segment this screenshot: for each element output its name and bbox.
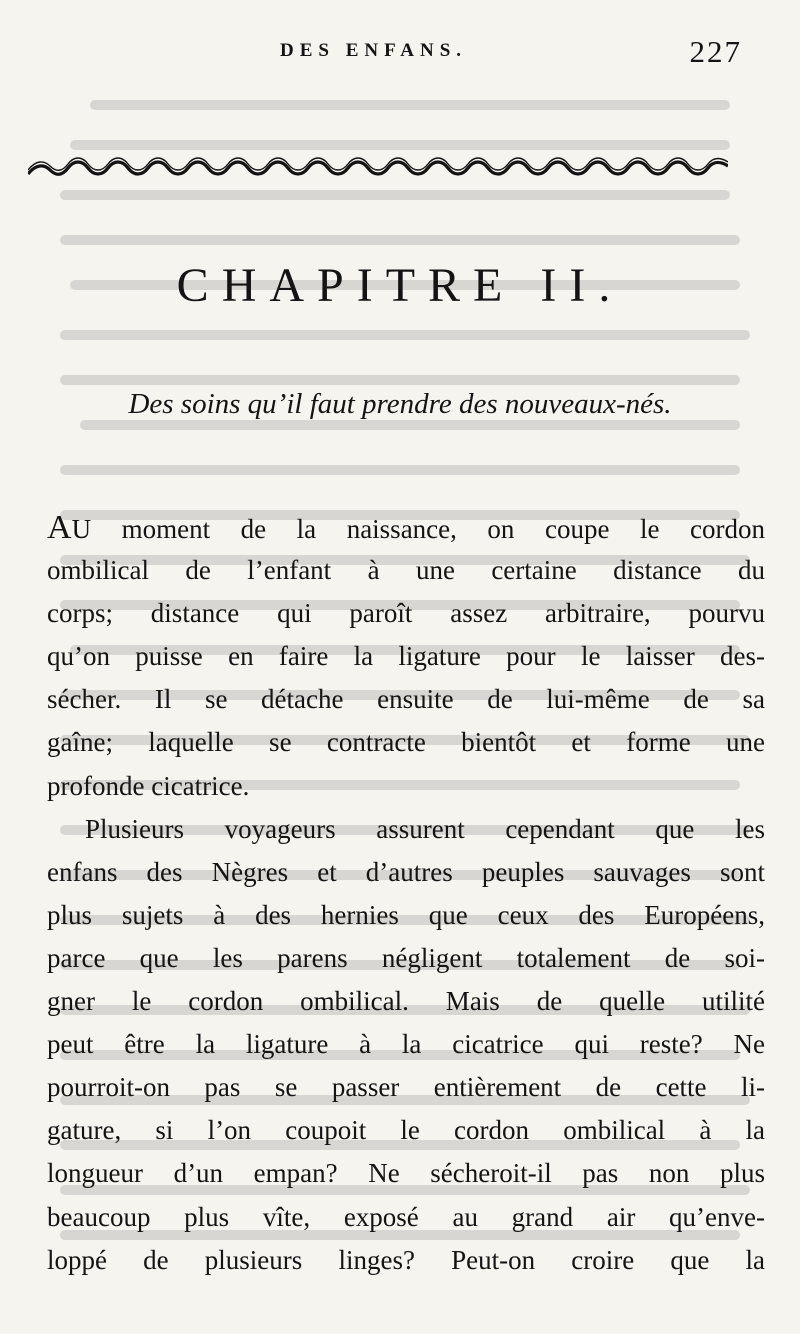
wavy-rule-ornament	[28, 150, 728, 186]
text-line: longueur d’un empan? Ne sécheroit-il pas non plus	[47, 1158, 765, 1189]
paragraph-2	[47, 808, 765, 1282]
text-line: gature, si l’on coupoit le cordon ombilical à la	[47, 1115, 765, 1146]
text-line: Plusieurs voyageurs assurent cependant que les	[85, 813, 765, 844]
text-line: loppé de plusieurs linges? Peut-on croire que la	[47, 1244, 765, 1275]
text-line: beaucoup plus vîte, exposé au grand air qu’enve-	[47, 1201, 765, 1232]
body-text	[47, 506, 765, 1282]
text-line: ombilical de l’enfant à une certaine distance du	[47, 555, 765, 586]
chapter-title: CHAPITRE II.	[176, 259, 624, 312]
drop-cap: A	[47, 509, 72, 546]
text-line: gner le cordon ombilical. Mais de quelle utilité	[47, 986, 765, 1017]
page-number: 227	[689, 34, 742, 69]
text-line: profonde cicatrice.	[47, 770, 250, 801]
text-line: sécher. Il se détache ensuite de lui-même de sa	[47, 684, 765, 715]
text-line: gaîne; laquelle se contracte bientôt et forme une	[47, 727, 765, 758]
paragraph-1	[47, 506, 765, 808]
running-header	[40, 34, 742, 78]
text-line: AU moment de la naissance, on coupe le cordon	[47, 509, 765, 546]
text-line: peut être la ligature à la cicatrice qui reste? Ne	[47, 1029, 765, 1060]
text-line: plus sujets à des hernies que ceux des Européens,	[47, 899, 765, 930]
text-line: enfans des Nègres et d’autres peuples sauvages sont	[47, 856, 765, 887]
text-line: pourroit-on pas se passer entièrement de cette li-	[47, 1072, 765, 1103]
text-line: qu’on puisse en faire la ligature pour le laisser des-	[47, 641, 765, 672]
text-line: parce que les parens négligent totalement de soi-	[47, 942, 765, 973]
text-line: corps; distance qui paroît assez arbitraire, pourvu	[47, 598, 765, 629]
chapter-subtitle: Des soins qu’il faut prendre des nouveaux-nés.	[128, 388, 672, 420]
running-title: DES ENFANS.	[280, 40, 468, 61]
